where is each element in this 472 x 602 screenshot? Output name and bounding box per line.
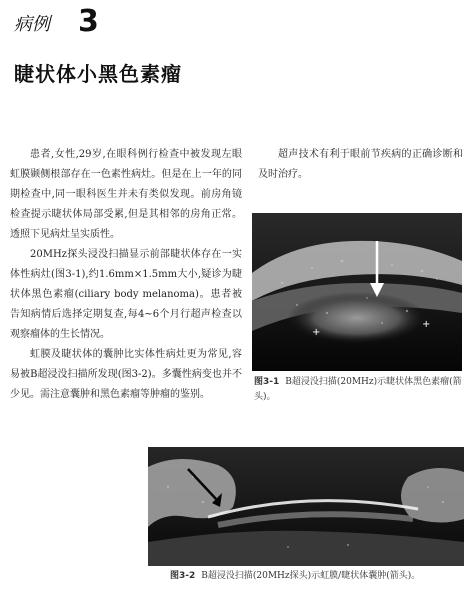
figure-3-2-number: 图3-2 — [170, 571, 196, 581]
figure-3-1-caption — [254, 375, 464, 405]
paragraph-3: 虹膜及睫状体的囊肿比实体性病灶更为常见,容易被B超浸没扫描所发现(图3-2)。多囊性病变也并不少见。需注意囊肿和黑色素瘤等肿瘤的鉴别。 — [10, 349, 242, 400]
figure-3-2-caption — [170, 569, 470, 583]
ultrasound-scan-2 — [148, 447, 464, 566]
paragraph-1: 患者,女性,29岁,在眼科例行检查中被发现左眼虹膜颞侧根部存在一色素性病灶。但是在上一年的同期检查中,同一眼科医生并未有类似发现。前房角镜检查提示睫状体局部受累,但是其相邻的房角正常。透照下见病灶呈实质性。 — [10, 149, 242, 240]
case-label: 病例 — [14, 14, 50, 35]
figure-3-2-image — [148, 447, 464, 566]
svg-text:+: + — [312, 327, 321, 338]
page-title: 睫状体小黑色素瘤 — [14, 62, 182, 86]
figure-3-2-caption-text: B超浸没扫描(20MHz探头)示虹膜/睫状体囊肿(箭头)。 — [201, 571, 421, 581]
figure-3-1-number: 图3-1 — [254, 377, 280, 387]
ultrasound-scan-1 — [252, 213, 462, 371]
paragraph-2: 20MHz探头浸没扫描显示前部睫状体存在一实体性病灶(图3-1),约1.6mm×1.5mm大小,疑诊为睫状体黑色素瘤(ciliary body melanoma)。患者被告知病情后选择定期复查,每4~6个月行超声检查以观察瘤体的生长情况。 — [10, 249, 242, 340]
svg-text:+: + — [422, 319, 431, 330]
right-column — [258, 145, 463, 185]
paragraph-right: 超声技术有利于眼前节疾病的正确诊断和及时治疗。 — [258, 149, 463, 180]
figure-3-1-image — [252, 213, 462, 371]
case-number: 3 — [78, 4, 99, 39]
left-column — [10, 145, 242, 405]
figure-3-1-caption-text: B超浸没扫描(20MHz)示睫状体黑色素瘤(箭头)。 — [254, 377, 462, 402]
